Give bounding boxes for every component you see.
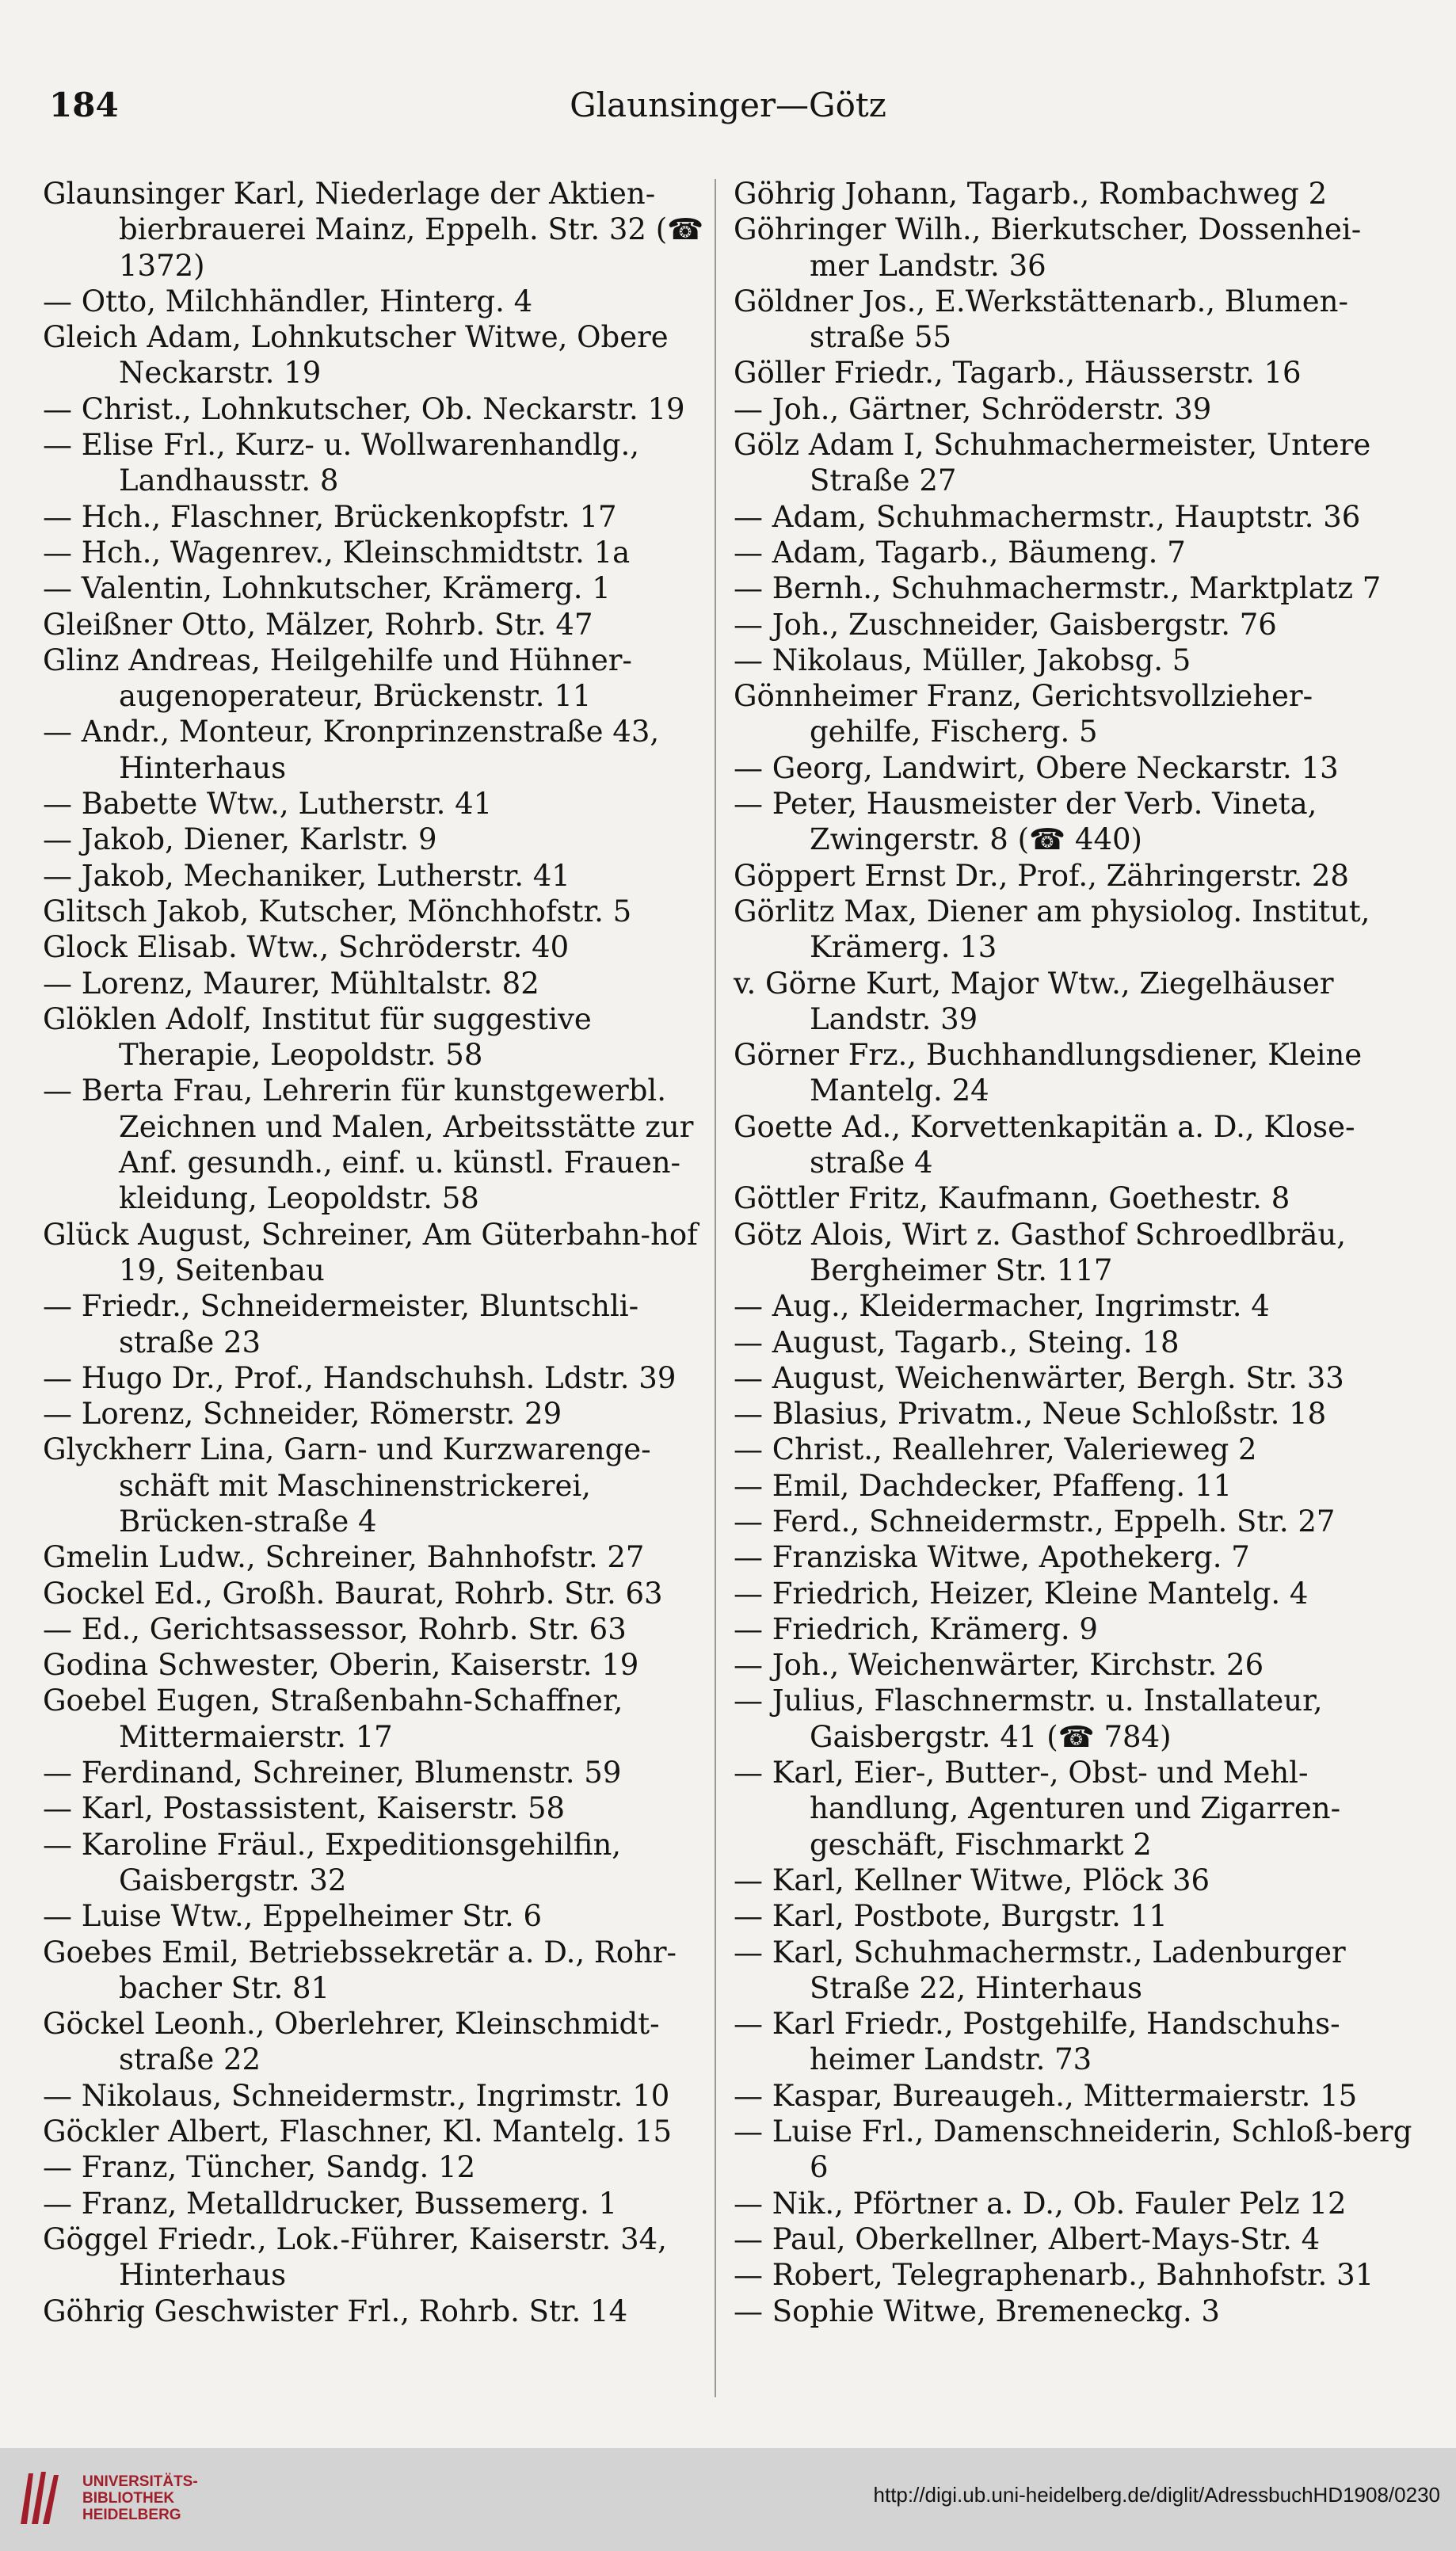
directory-entry: — Georg, Landwirt, Obere Neckarstr. 13 [734, 750, 1339, 785]
directory-entry: — Hch., Flaschner, Brückenkopfstr. 17 [43, 499, 617, 534]
directory-entry: Godina Schwester, Oberin, Kaiserstr. 19 [43, 1648, 639, 1683]
directory-entry: Glaunsinger Karl, Niederlage der Aktien-bierbrauerei Mainz, Eppelh. Str. 32 (☎ 1372) [43, 177, 704, 283]
directory-entry: Glyckherr Lina, Garn- und Kurzwarenge-schäft mit Maschinenstrickerei, Brücken-straße 4 [43, 1432, 651, 1539]
directory-entry: — Luise Frl., Damenschneiderin, Schloß-berg 6 [734, 2114, 1412, 2185]
directory-entry: Goebes Emil, Betriebssekretär a. D., Rohr-bacher Str. 81 [43, 1935, 677, 2005]
directory-entry: — Karoline Fräul., Expeditionsgehilfin, Gaisbergstr. 32 [43, 1827, 622, 1897]
library-name-line-1: UNIVERSITÄTS- [82, 2473, 198, 2490]
directory-entry: — Karl, Kellner Witwe, Plöck 36 [734, 1863, 1210, 1897]
directory-entry: Glitsch Jakob, Kutscher, Mönchhofstr. 5 [43, 894, 632, 929]
directory-entry: — Hugo Dr., Prof., Handschuhsh. Ldstr. 39 [43, 1360, 677, 1395]
directory-entry: — Karl, Schuhmachermstr., Ladenburger Straße 22, Hinterhaus [734, 1935, 1346, 2005]
directory-entry: Göhringer Wilh., Bierkutscher, Dossenhei-mer Landstr. 36 [734, 212, 1362, 283]
directory-entry: — Andr., Monteur, Kronprinzenstraße 43, Hinterhaus [43, 715, 660, 785]
directory-entry: — Joh., Weichenwärter, Kirchstr. 26 [734, 1648, 1264, 1683]
directory-entry: Gleißner Otto, Mälzer, Rohrb. Str. 47 [43, 607, 593, 642]
directory-entry: Göckel Leonh., Oberlehrer, Kleinschmidt-straße 22 [43, 2007, 660, 2077]
library-name [82, 2473, 198, 2523]
directory-entry: — Lorenz, Schneider, Römerstr. 29 [43, 1397, 562, 1432]
directory-entry: — Aug., Kleidermacher, Ingrimstr. 4 [734, 1289, 1270, 1324]
page-number: 184 [49, 86, 119, 124]
directory-entry: Goebel Eugen, Straßenbahn-Schaffner, Mittermaierstr. 17 [43, 1684, 623, 1754]
directory-entry: Göggel Friedr., Lok.-Führer, Kaiserstr. 34, Hinterhaus [43, 2221, 667, 2293]
directory-entry: — Friedr., Schneidermeister, Bluntschli-straße 23 [43, 1289, 639, 1359]
library-name-line-3: HEIDELBERG [82, 2507, 181, 2523]
directory-entry: — Joh., Zuschneider, Gaisbergstr. 76 [734, 607, 1277, 642]
directory-entry: — August, Tagarb., Steing. 18 [734, 1325, 1180, 1359]
directory-entry: v. Görne Kurt, Major Wtw., Ziegelhäuser Landstr. 39 [734, 966, 1334, 1036]
directory-entry: Göhrig Johann, Tagarb., Rombachweg 2 [734, 177, 1328, 211]
directory-entry: Göller Friedr., Tagarb., Häusserstr. 16 [734, 356, 1302, 391]
directory-entry: — Emil, Dachdecker, Pfaffeng. 11 [734, 1468, 1233, 1503]
directory-entry: Gmelin Ludw., Schreiner, Bahnhofstr. 27 [43, 1540, 645, 1575]
directory-entry: — August, Weichenwärter, Bergh. Str. 33 [734, 1360, 1344, 1395]
directory-entry: — Friedrich, Heizer, Kleine Mantelg. 4 [734, 1576, 1309, 1611]
directory-entry: — Franziska Witwe, Apothekerg. 7 [734, 1540, 1250, 1575]
directory-entry: — Ed., Gerichtsassessor, Rohrb. Str. 63 [43, 1611, 627, 1646]
directory-entry: — Jakob, Diener, Karlstr. 9 [43, 822, 437, 857]
right-column [734, 176, 1413, 2329]
directory-entry: — Karl, Eier-, Butter-, Obst- und Mehl-handlung, Agenturen und Zigarren-geschäft, Fischmarkt 2 [734, 1756, 1341, 1862]
directory-entry: — Kaspar, Bureaugeh., Mittermaierstr. 15 [734, 2078, 1358, 2113]
directory-entry: — Paul, Oberkellner, Albert-Mays-Str. 4 [734, 2221, 1321, 2256]
directory-entry: Gölz Adam I, Schuhmachermeister, Untere Straße 27 [734, 428, 1371, 498]
directory-entry: — Adam, Schuhmachermstr., Hauptstr. 36 [734, 499, 1361, 534]
directory-entry: Görner Frz., Buchhandlungsdiener, Kleine Mantelg. 24 [734, 1038, 1363, 1108]
library-name-line-2: BIBLIOTHEK [82, 2490, 175, 2507]
directory-entry: — Berta Frau, Lehrerin für kunstgewerbl. Zeichnen und Malen, Arbeitsstätte zur Anf. gesundh., einf. u. künstl. Frauen-kleidung, Leopoldstr. 58 [43, 1073, 694, 1216]
directory-entry: Göckler Albert, Flaschner, Kl. Mantelg. 15 [43, 2114, 673, 2149]
directory-entry: — Franz, Tüncher, Sandg. 12 [43, 2150, 476, 2185]
directory-entry: Gleich Adam, Lohnkutscher Witwe, Obere Neckarstr. 19 [43, 320, 669, 391]
directory-entry: Görlitz Max, Diener am physiolog. Institut, Krämerg. 13 [734, 894, 1370, 965]
directory-entry: — Valentin, Lohnkutscher, Krämerg. 1 [43, 571, 611, 606]
running-title: Glaunsinger—Götz [570, 86, 886, 124]
directory-entry: — Karl, Postbote, Burgstr. 11 [734, 1899, 1168, 1934]
directory-entry: — Julius, Flaschnermstr. u. Installateur, Gaisbergstr. 41 (☎ 784) [734, 1684, 1323, 1754]
directory-entry: — Adam, Tagarb., Bäumeng. 7 [734, 535, 1186, 570]
directory-entry: — Robert, Telegraphenarb., Bahnhofstr. 31 [734, 2258, 1374, 2293]
footer-bar [0, 2448, 1456, 2551]
directory-entry: Goette Ad., Korvettenkapitän a. D., Klose-straße 4 [734, 1109, 1355, 1180]
directory-entry: Götz Alois, Wirt z. Gasthof Schroedlbräu, Bergheimer Str. 117 [734, 1217, 1347, 1287]
directory-entry: — Karl, Postassistent, Kaiserstr. 58 [43, 1791, 566, 1826]
directory-entry: — Babette Wtw., Lutherstr. 41 [43, 787, 493, 822]
directory-entry: Göldner Jos., E.Werkstättenarb., Blumen-straße 55 [734, 284, 1348, 355]
directory-entry: Gockel Ed., Großh. Baurat, Rohrb. Str. 63 [43, 1576, 663, 1611]
directory-entry: — Ferd., Schneidermstr., Eppelh. Str. 27 [734, 1504, 1336, 1539]
directory-entry: — Franz, Metalldrucker, Bussemerg. 1 [43, 2186, 618, 2221]
directory-entry: — Christ., Lohnkutscher, Ob. Neckarstr. 19 [43, 391, 685, 426]
directory-entry: Glück August, Schreiner, Am Güterbahn-hof 19, Seitenbau [43, 1217, 698, 1287]
directory-entry: Glinz Andreas, Heilgehilfe und Hühner-augenoperateur, Brückenstr. 11 [43, 643, 632, 714]
directory-entry: — Friedrich, Krämerg. 9 [734, 1611, 1098, 1646]
directory-entry: — Elise Frl., Kurz- u. Wollwarenhandlg., Landhausstr. 8 [43, 428, 640, 498]
directory-entry: — Hch., Wagenrev., Kleinschmidtstr. 1a [43, 535, 631, 570]
directory-entry: — Lorenz, Maurer, Mühltalstr. 82 [43, 966, 539, 1001]
directory-entry: — Jakob, Mechaniker, Lutherstr. 41 [43, 858, 570, 893]
directory-entry: — Nik., Pförtner a. D., Ob. Fauler Pelz 12 [734, 2186, 1347, 2221]
directory-entry: Glock Elisab. Wtw., Schröderstr. 40 [43, 930, 570, 965]
column-divider [715, 179, 716, 2397]
directory-entry: — Ferdinand, Schreiner, Blumenstr. 59 [43, 1756, 622, 1790]
directory-entry: Glöklen Adolf, Institut für suggestive Therapie, Leopoldstr. 58 [43, 1001, 592, 1073]
university-logo-icon [17, 2469, 62, 2527]
directory-entry: Göppert Ernst Dr., Prof., Zähringerstr. 28 [734, 858, 1349, 893]
page-header [49, 86, 1407, 133]
directory-entry: — Nikolaus, Schneidermstr., Ingrimstr. 10 [43, 2078, 670, 2113]
directory-entry: — Joh., Gärtner, Schröderstr. 39 [734, 391, 1212, 426]
directory-entry: Göhrig Geschwister Frl., Rohrb. Str. 14 [43, 2294, 628, 2328]
directory-entry: — Otto, Milchhändler, Hinterg. 4 [43, 284, 533, 318]
directory-entry: — Nikolaus, Müller, Jakobsg. 5 [734, 643, 1191, 677]
left-column [43, 176, 715, 2329]
directory-entry: — Karl Friedr., Postgehilfe, Handschuhs-heimer Landstr. 73 [734, 2007, 1340, 2077]
directory-entry: — Peter, Hausmeister der Verb. Vineta, Zwingerstr. 8 (☎ 440) [734, 787, 1317, 857]
directory-entry: Göttler Fritz, Kaufmann, Goethestr. 8 [734, 1181, 1290, 1216]
directory-entry: — Blasius, Privatm., Neue Schloßstr. 18 [734, 1397, 1327, 1432]
source-url-link[interactable]: http://digi.ub.uni-heidelberg.de/diglit/AdressbuchHD1908/0230 [873, 2483, 1440, 2507]
directory-entry: — Sophie Witwe, Bremeneckg. 3 [734, 2294, 1220, 2328]
directory-entry: — Christ., Reallehrer, Valerieweg 2 [734, 1432, 1257, 1467]
directory-entry: — Bernh., Schuhmachermstr., Marktplatz 7 [734, 571, 1382, 606]
directory-entry: Gönnheimer Franz, Gerichtsvollzieher-gehilfe, Fischerg. 5 [734, 679, 1313, 749]
directory-entry: — Luise Wtw., Eppelheimer Str. 6 [43, 1899, 543, 1934]
